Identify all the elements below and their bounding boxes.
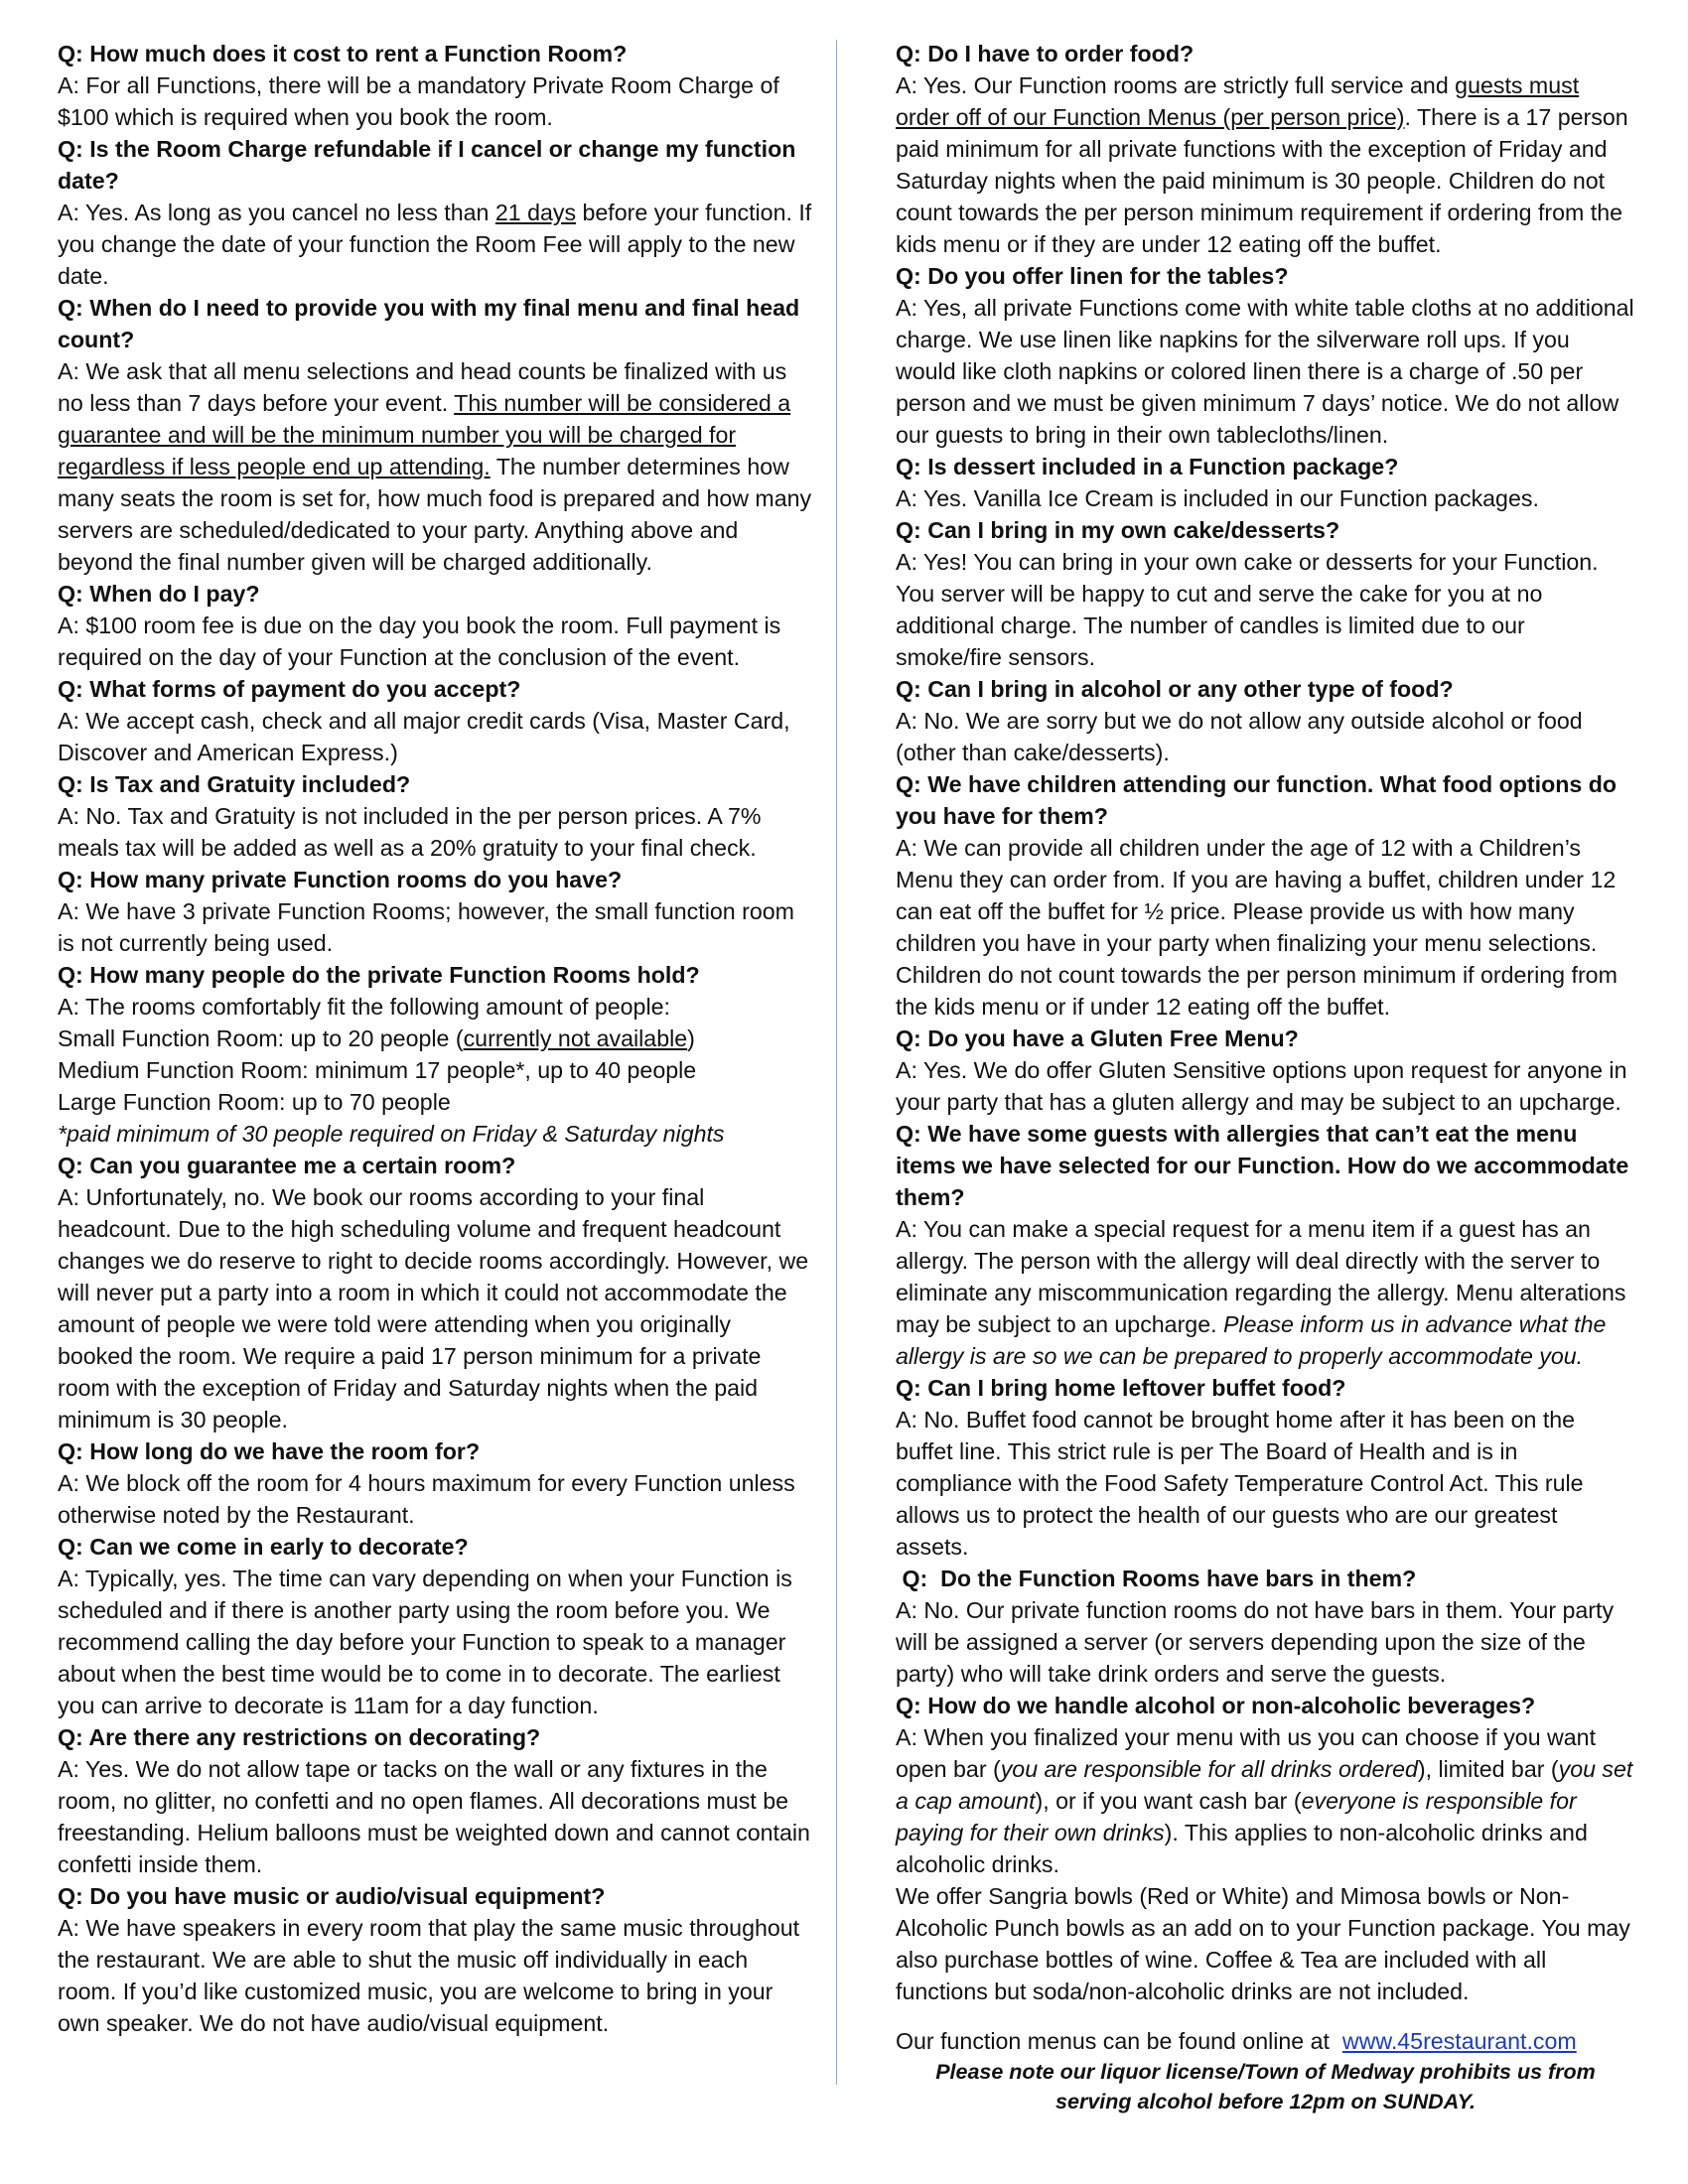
answer: A: We have 3 private Function Rooms; however, the small function room is not currently being used. xyxy=(58,898,794,956)
question: Q: How many private Function rooms do you have? xyxy=(58,867,623,892)
question: Q: Do you have a Gluten Free Menu? xyxy=(896,1025,1299,1051)
answer: A: Unfortunately, no. We book our rooms according to your final headcount. Due to the high scheduling volume and frequent headcount changes we do reserve to right to decide rooms accordingly. However, we will never put a party into a room in which it could not accommodate the amount of people we were told were attending when you originally booked the room. We require a paid 17 person minimum for a private room with the exception of Friday and Saturday nights when the paid minimum is 30 people. xyxy=(58,1184,809,1433)
answer-italic: everyone is responsible for paying for their own drinks xyxy=(896,1788,1577,1845)
question: Q: Do I have to order food? xyxy=(896,41,1195,67)
spacer xyxy=(896,2007,1635,2025)
answer-text: . There is a 17 person paid minimum for all private functions with the exception of Friday and Saturday nights when the paid minimum is 30 people. Children do not count towards the per person minimum requirement if ordering from the kids menu or if they are under 12 eating off the buffet. xyxy=(896,104,1628,257)
answer: A: Yes, all private Functions come with white table cloths at no additional charge. We use linen like napkins for the silverware roll ups. If you would like cloth napkins or colored linen there is a charge of .50 per person and we must be given minimum 7 days’ notice. We do not allow our guests to bring in their own tablecloths/linen. xyxy=(896,295,1634,448)
right-column xyxy=(896,38,1635,2057)
answer-underline: guests must order off of our Function Menus (per person price) xyxy=(896,72,1580,130)
answer-underline: This number will be considered a guarantee and will be the minimum number you will be charged for regardless if less people end up attending. xyxy=(58,390,791,479)
answer: A: No. Our private function rooms do not have bars in them. Your party will be assigned a server (or servers depending upon the size of the party) who will take drink orders and serve the guests. xyxy=(896,1597,1615,1687)
question: Q: Are there any restrictions on decorating? xyxy=(58,1724,541,1750)
question: Q: Can I bring home leftover buffet food? xyxy=(896,1375,1346,1401)
answer-text: The number determines how many seats the room is set for, how much food is prepared and how many servers are scheduled/dedicated to your party. Anything above and beyond the final number given will be charged additionally. xyxy=(58,454,812,575)
question: Q: Do you offer linen for the tables? xyxy=(896,263,1289,289)
answer: A: We have speakers in every room that play the same music throughout the restaurant. We are able to shut the music off individually in each room. If you’d like customized music, you are welcome to bring in your own speaker. We do not have audio/visual equipment. xyxy=(58,1915,800,2036)
answer: A: $100 room fee is due on the day you book the room. Full payment is required on the day of your Function at the conclusion of the event. xyxy=(58,613,781,670)
menus-text: Our function menus can be found online at xyxy=(896,2028,1342,2054)
answer-italic: you set a cap amount xyxy=(896,1756,1633,1814)
question: Q: Is Tax and Gratuity included? xyxy=(58,771,411,797)
question: Q: Can I bring in alcohol or any other type of food? xyxy=(896,676,1454,702)
left-column xyxy=(58,38,812,2039)
answer-italic: Please inform us in advance what the allergy is are so we can be prepared to properly accommodate you. xyxy=(896,1311,1607,1369)
room-capacity-small xyxy=(58,1023,812,1054)
answer xyxy=(896,1213,1635,1372)
question: Q: Can we come in early to decorate? xyxy=(58,1534,469,1560)
answer: A: Typically, yes. The time can vary depending on when your Function is scheduled and if there is another party using the room before you. We recommend calling the day before your Function to speak to a manager about when the best time would be to come in to decorate. The earliest you can arrive to decorate is 11am for a day function. xyxy=(58,1566,792,1718)
answer xyxy=(896,69,1635,260)
answer-text: A: You can make a special request for a menu item if a guest has an allergy. The person with the allergy will deal directly with the server to eliminate any miscommunication regarding the allergy. Menu alterations may be subject to an upcharge. xyxy=(896,1216,1626,1337)
answer-text: A: When you finalized your menu with us you can choose if you want open bar ( xyxy=(896,1724,1597,1782)
question: Q: When do I need to provide you with my final menu and final head count? xyxy=(58,295,800,352)
answer-text: Small Function Room: up to 20 people ( xyxy=(58,1025,464,1051)
answer: A: We can provide all children under the age of 12 with a Children’s Menu they can order from. If you are having a buffet, children under 12 can eat off the buffet for ½ price. Please provide us with how many children you have in your party when finalizing your menu selections. Children do not count towards the per person minimum if ordering from the kids menu or if under 12 eating off the buffet. xyxy=(896,835,1618,1020)
answer: A: We accept cash, check and all major credit cards (Visa, Master Card, Discover and American Express.) xyxy=(58,708,790,765)
answer: A: For all Functions, there will be a mandatory Private Room Charge of $100 which is required when you book the room. xyxy=(58,72,779,130)
answer-underline: 21 days xyxy=(494,200,577,225)
question: Q: Can I bring in my own cake/desserts? xyxy=(896,517,1340,543)
question: Q: How much does it cost to rent a Function Room? xyxy=(58,41,628,67)
answer-text: A: Yes. Our Function rooms are strictly full service and xyxy=(896,72,1456,98)
room-capacity-footnote: *paid minimum of 30 people required on Friday & Saturday nights xyxy=(58,1121,725,1147)
answer-text: A: Yes. As long as you cancel no less than xyxy=(58,200,495,225)
question: Q: Do the Function Rooms have bars in them? xyxy=(896,1566,1417,1591)
question: Q: When do I pay? xyxy=(58,581,260,607)
answer: A: The rooms comfortably fit the following amount of people: xyxy=(58,994,670,1020)
column-divider xyxy=(836,40,837,2085)
room-capacity-large: Large Function Room: up to 70 people xyxy=(58,1089,451,1115)
question: Q: Is dessert included in a Function package? xyxy=(896,454,1399,479)
question: Q: We have children attending our function. What food options do you have for them? xyxy=(896,771,1618,829)
answer: A: Yes. We do not allow tape or tacks on the wall or any fixtures in the room, no glitter, no confetti and no open flames. All decorations must be freestanding. Helium balloons must be weighted down and cannot contain confetti inside them. xyxy=(58,1756,810,1877)
question: Q: Is the Room Charge refundable if I cancel or change my function date? xyxy=(58,136,796,194)
question: Q: We have some guests with allergies that can’t eat the menu items we have selected for our Function. How do we accommodate them? xyxy=(896,1121,1629,1210)
answer: A: No. We are sorry but we do not allow any outside alcohol or food (other than cake/desserts). xyxy=(896,708,1583,765)
answer: A: Yes. Vanilla Ice Cream is included in our Function packages. xyxy=(896,485,1539,511)
answer-text: ), limited bar ( xyxy=(1417,1756,1559,1782)
question: Q: What forms of payment do you accept? xyxy=(58,676,521,702)
answer-text: ), or if you want cash bar ( xyxy=(1035,1788,1302,1814)
answer-italic: you are responsible for all drinks ordered xyxy=(1000,1756,1418,1782)
question: Q: How many people do the private Function Rooms hold? xyxy=(58,962,700,988)
room-capacity-medium: Medium Function Room: minimum 17 people*, up to 40 people xyxy=(58,1057,697,1083)
liquor-license-note: Please note our liquor license/Town of Medway prohibits us from serving alcohol before 12pm on SUNDAY. xyxy=(935,2060,1596,2114)
question: Q: How long do we have the room for? xyxy=(58,1438,481,1464)
answer: A: Yes! You can bring in your own cake or desserts for your Function. You server will be happy to cut and serve the cake for you at no additional charge. The number of candles is limited due to our smoke/fire sensors. xyxy=(896,549,1599,670)
answer: A: No. Tax and Gratuity is not included in the per person prices. A 7% meals tax will be added as well as a 20% gratuity to your final check. xyxy=(58,803,762,861)
question: Q: Do you have music or audio/visual equipment? xyxy=(58,1883,606,1909)
answer-text: ) xyxy=(687,1025,695,1051)
answer xyxy=(58,355,812,578)
restaurant-website-link[interactable]: www.45restaurant.com xyxy=(1341,2028,1577,2054)
answer: A: We block off the room for 4 hours maximum for every Function unless otherwise noted by the Restaurant. xyxy=(58,1470,795,1528)
function-menus-line xyxy=(896,2025,1635,2057)
answer-text: ). This applies to non-alcoholic drinks and alcoholic drinks. xyxy=(896,1820,1588,1877)
answer xyxy=(896,1721,1635,1880)
answer-text: before your function. If you change the date of your function the Room Fee will apply to the new date. xyxy=(58,200,812,289)
answer-text: A: We ask that all menu selections and head counts be finalized with us no less than 7 days before your event. xyxy=(58,358,787,416)
answer: A: Yes. We do offer Gluten Sensitive options upon request for anyone in your party that has a gluten allergy and may be subject to an upcharge. xyxy=(896,1057,1627,1115)
answer: A: No. Buffet food cannot be brought home after it has been on the buffet line. This strict rule is per The Board of Health and is in compliance with the Food Safety Temperature Control Act. This rule allows us to protect the health of our guests who are our greatest assets. xyxy=(896,1407,1584,1560)
answer xyxy=(58,197,812,292)
answer-underline: currently not available xyxy=(463,1025,688,1051)
question: Q: Can you guarantee me a certain room? xyxy=(58,1153,516,1178)
question: Q: How do we handle alcohol or non-alcoholic beverages? xyxy=(896,1693,1536,1718)
answer: We offer Sangria bowls (Red or White) and Mimosa bowls or Non-Alcoholic Punch bowls as an add on to your Function package. You may also purchase bottles of wine. Coffee & Tea are included with all functions but soda/non-alcoholic drinks are not included. xyxy=(896,1883,1630,2004)
